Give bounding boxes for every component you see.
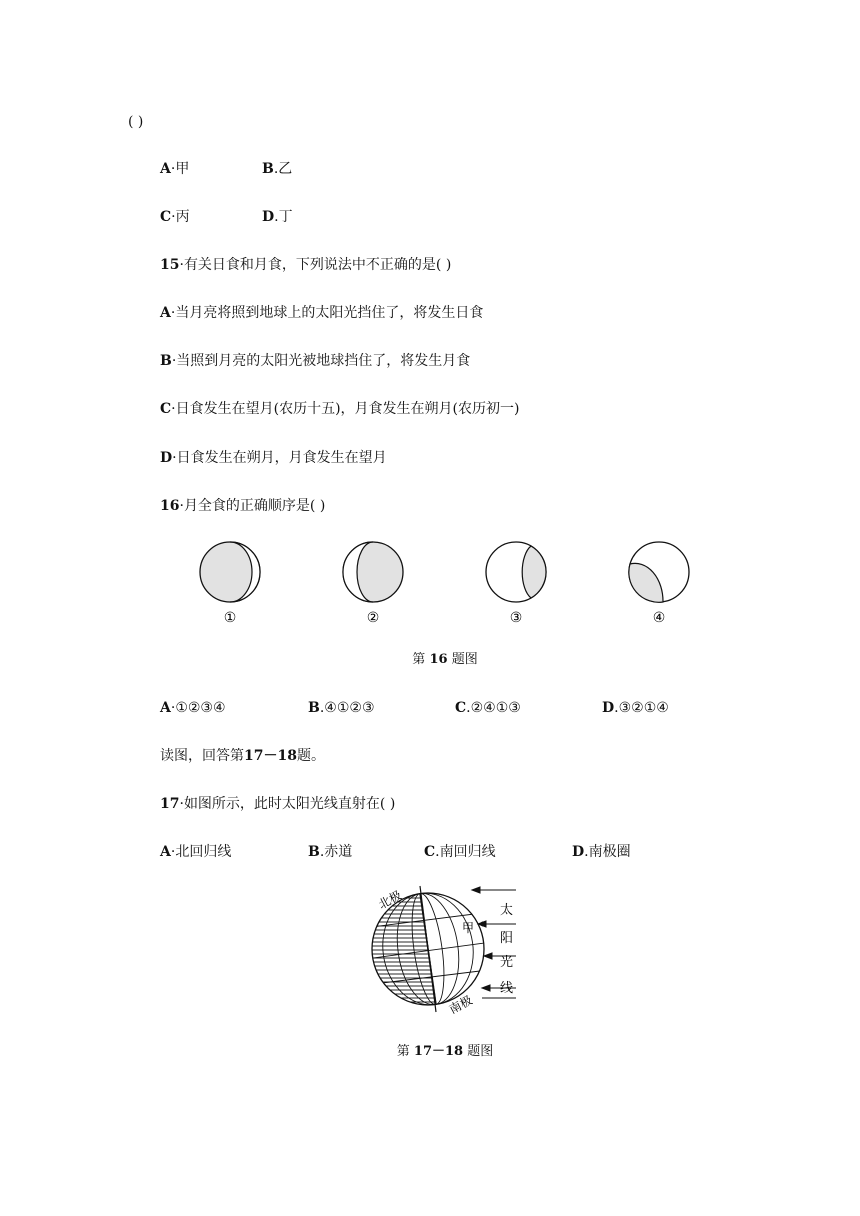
q16-stem: 16·月全食的正确顺序是( ) — [160, 498, 326, 514]
option-sep: . — [614, 700, 619, 716]
sun-label-1: 太 — [500, 903, 514, 918]
option-text: 南极圈 — [588, 844, 631, 860]
option-letter: B — [262, 161, 274, 177]
option-letter: C — [455, 700, 467, 716]
question-number: 16 — [160, 498, 180, 514]
q16-option-a — [160, 698, 226, 718]
q14-answer-bracket: ( ) — [128, 114, 144, 130]
q17-option-b — [308, 842, 352, 862]
q14-option-d — [262, 207, 293, 227]
earth-sunlight-figure — [360, 884, 530, 1019]
q14-option-c — [160, 207, 190, 227]
option-sep: . — [584, 844, 589, 860]
q17-stem: 17·如图所示，此时太阳光线直射在( ) — [160, 796, 396, 812]
option-text: 当月亮将照到地球上的太阳光挡住了，将发生日食 — [175, 305, 484, 321]
option-letter: B — [308, 700, 320, 716]
option-sep: · — [170, 844, 176, 860]
option-letter: C — [160, 401, 172, 417]
option-text: 乙 — [278, 161, 293, 177]
option-text: 丁 — [278, 209, 293, 225]
moon-phase-3 — [486, 542, 546, 626]
q17-option-a — [160, 842, 231, 862]
option-text: 日食发生在朔月，月食发生在望月 — [176, 450, 387, 466]
figure-label-2: ② — [366, 610, 380, 626]
question-text: 如图所示，此时太阳光线直射在( ) — [183, 796, 396, 812]
moon-phase-4 — [629, 542, 689, 626]
option-letter: A — [160, 700, 171, 716]
q15-stem: 15·有关日食和月食，下列说法中不正确的是( ) — [160, 257, 452, 273]
option-text: ②④①③ — [470, 700, 521, 716]
figure-label-4: ④ — [652, 610, 666, 626]
sun-label-4: 线 — [500, 981, 514, 996]
question-text: 月全食的正确顺序是( ) — [183, 498, 326, 514]
q17-18-figure-caption — [0, 1042, 860, 1062]
caption-number: 16 — [429, 652, 448, 667]
intro-suffix: 题。 — [296, 748, 325, 764]
option-text: 日食发生在望月(农历十五)，月食发生在朔月(农历初一) — [175, 401, 520, 417]
option-letter: B — [308, 844, 320, 860]
sun-label-2: 阳 — [500, 931, 514, 946]
option-sep: · — [170, 161, 176, 177]
figure-label-1: ① — [223, 610, 237, 626]
option-text: 当照到月亮的太阳光被地球挡住了，将发生月食 — [176, 353, 471, 369]
question-number: 17 — [160, 796, 180, 812]
south-pole-label: 南极 — [446, 993, 475, 1017]
q14-option-a — [160, 159, 189, 179]
intro-prefix: 读图，回答第 — [160, 748, 244, 764]
option-letter: A — [160, 844, 171, 860]
option-sep: . — [435, 844, 440, 860]
q15-option-b: B·当照到月亮的太阳光被地球挡住了，将发生月食 — [160, 353, 471, 369]
q15-option-d: D·日食发生在朔月，月食发生在望月 — [160, 450, 387, 466]
moon-phase-figure — [0, 540, 860, 640]
caption-prefix: 第 — [412, 652, 426, 667]
option-text: ④①②③ — [324, 700, 375, 716]
option-letter: D — [602, 700, 615, 716]
option-text: 赤道 — [324, 844, 353, 860]
option-text: 丙 — [175, 209, 190, 225]
option-sep: . — [273, 161, 279, 177]
sun-label-3: 光 — [500, 955, 514, 970]
q15-option-a: A·当月亮将照到地球上的太阳光挡住了，将发生日食 — [160, 305, 484, 321]
option-letter: C — [424, 844, 436, 860]
caption-number: 17－18 — [413, 1044, 464, 1059]
figure-label-3: ③ — [509, 610, 523, 626]
moon-phase-2 — [343, 542, 403, 626]
moon-phase-1 — [200, 542, 260, 626]
q14-option-b — [262, 159, 292, 179]
option-sep: . — [466, 700, 471, 716]
caption-suffix: 题图 — [467, 1044, 494, 1059]
question-text: 有关日食和月食，下列说法中不正确的是( ) — [183, 257, 452, 273]
point-jia-dot — [481, 922, 486, 927]
option-letter: C — [160, 209, 172, 225]
option-letter: B — [160, 353, 172, 369]
option-text: ①②③④ — [175, 700, 226, 716]
option-letter: D — [262, 209, 275, 225]
intro-range: 17－18 — [244, 748, 297, 764]
q15-option-c: C·日食发生在望月(农历十五)，月食发生在朔月(农历初一) — [160, 401, 520, 417]
option-sep: . — [319, 844, 325, 860]
north-pole-label: 北极 — [376, 888, 404, 912]
option-sep: . — [319, 700, 325, 716]
option-sep: · — [171, 209, 176, 225]
q16-option-b — [308, 698, 375, 718]
option-letter: A — [160, 305, 171, 321]
option-letter: D — [572, 844, 585, 860]
q16-figure-caption — [0, 650, 860, 670]
q17-option-d — [572, 842, 631, 862]
option-sep: . — [274, 209, 279, 225]
option-text: ③②①④ — [618, 700, 669, 716]
option-text: 南回归线 — [439, 844, 496, 860]
point-jia-label: 甲 — [462, 921, 475, 935]
q16-option-d — [602, 698, 669, 718]
option-sep: · — [170, 700, 176, 716]
option-text: 北回归线 — [175, 844, 232, 860]
option-text: 甲 — [175, 161, 190, 177]
question-number: 15 — [160, 257, 180, 273]
caption-prefix: 第 — [396, 1044, 410, 1059]
option-letter: D — [160, 450, 173, 466]
option-letter: A — [160, 161, 171, 177]
q16-option-c — [455, 698, 521, 718]
q17-18-intro — [160, 746, 325, 766]
caption-suffix: 题图 — [451, 652, 478, 667]
q17-option-c — [424, 842, 496, 862]
